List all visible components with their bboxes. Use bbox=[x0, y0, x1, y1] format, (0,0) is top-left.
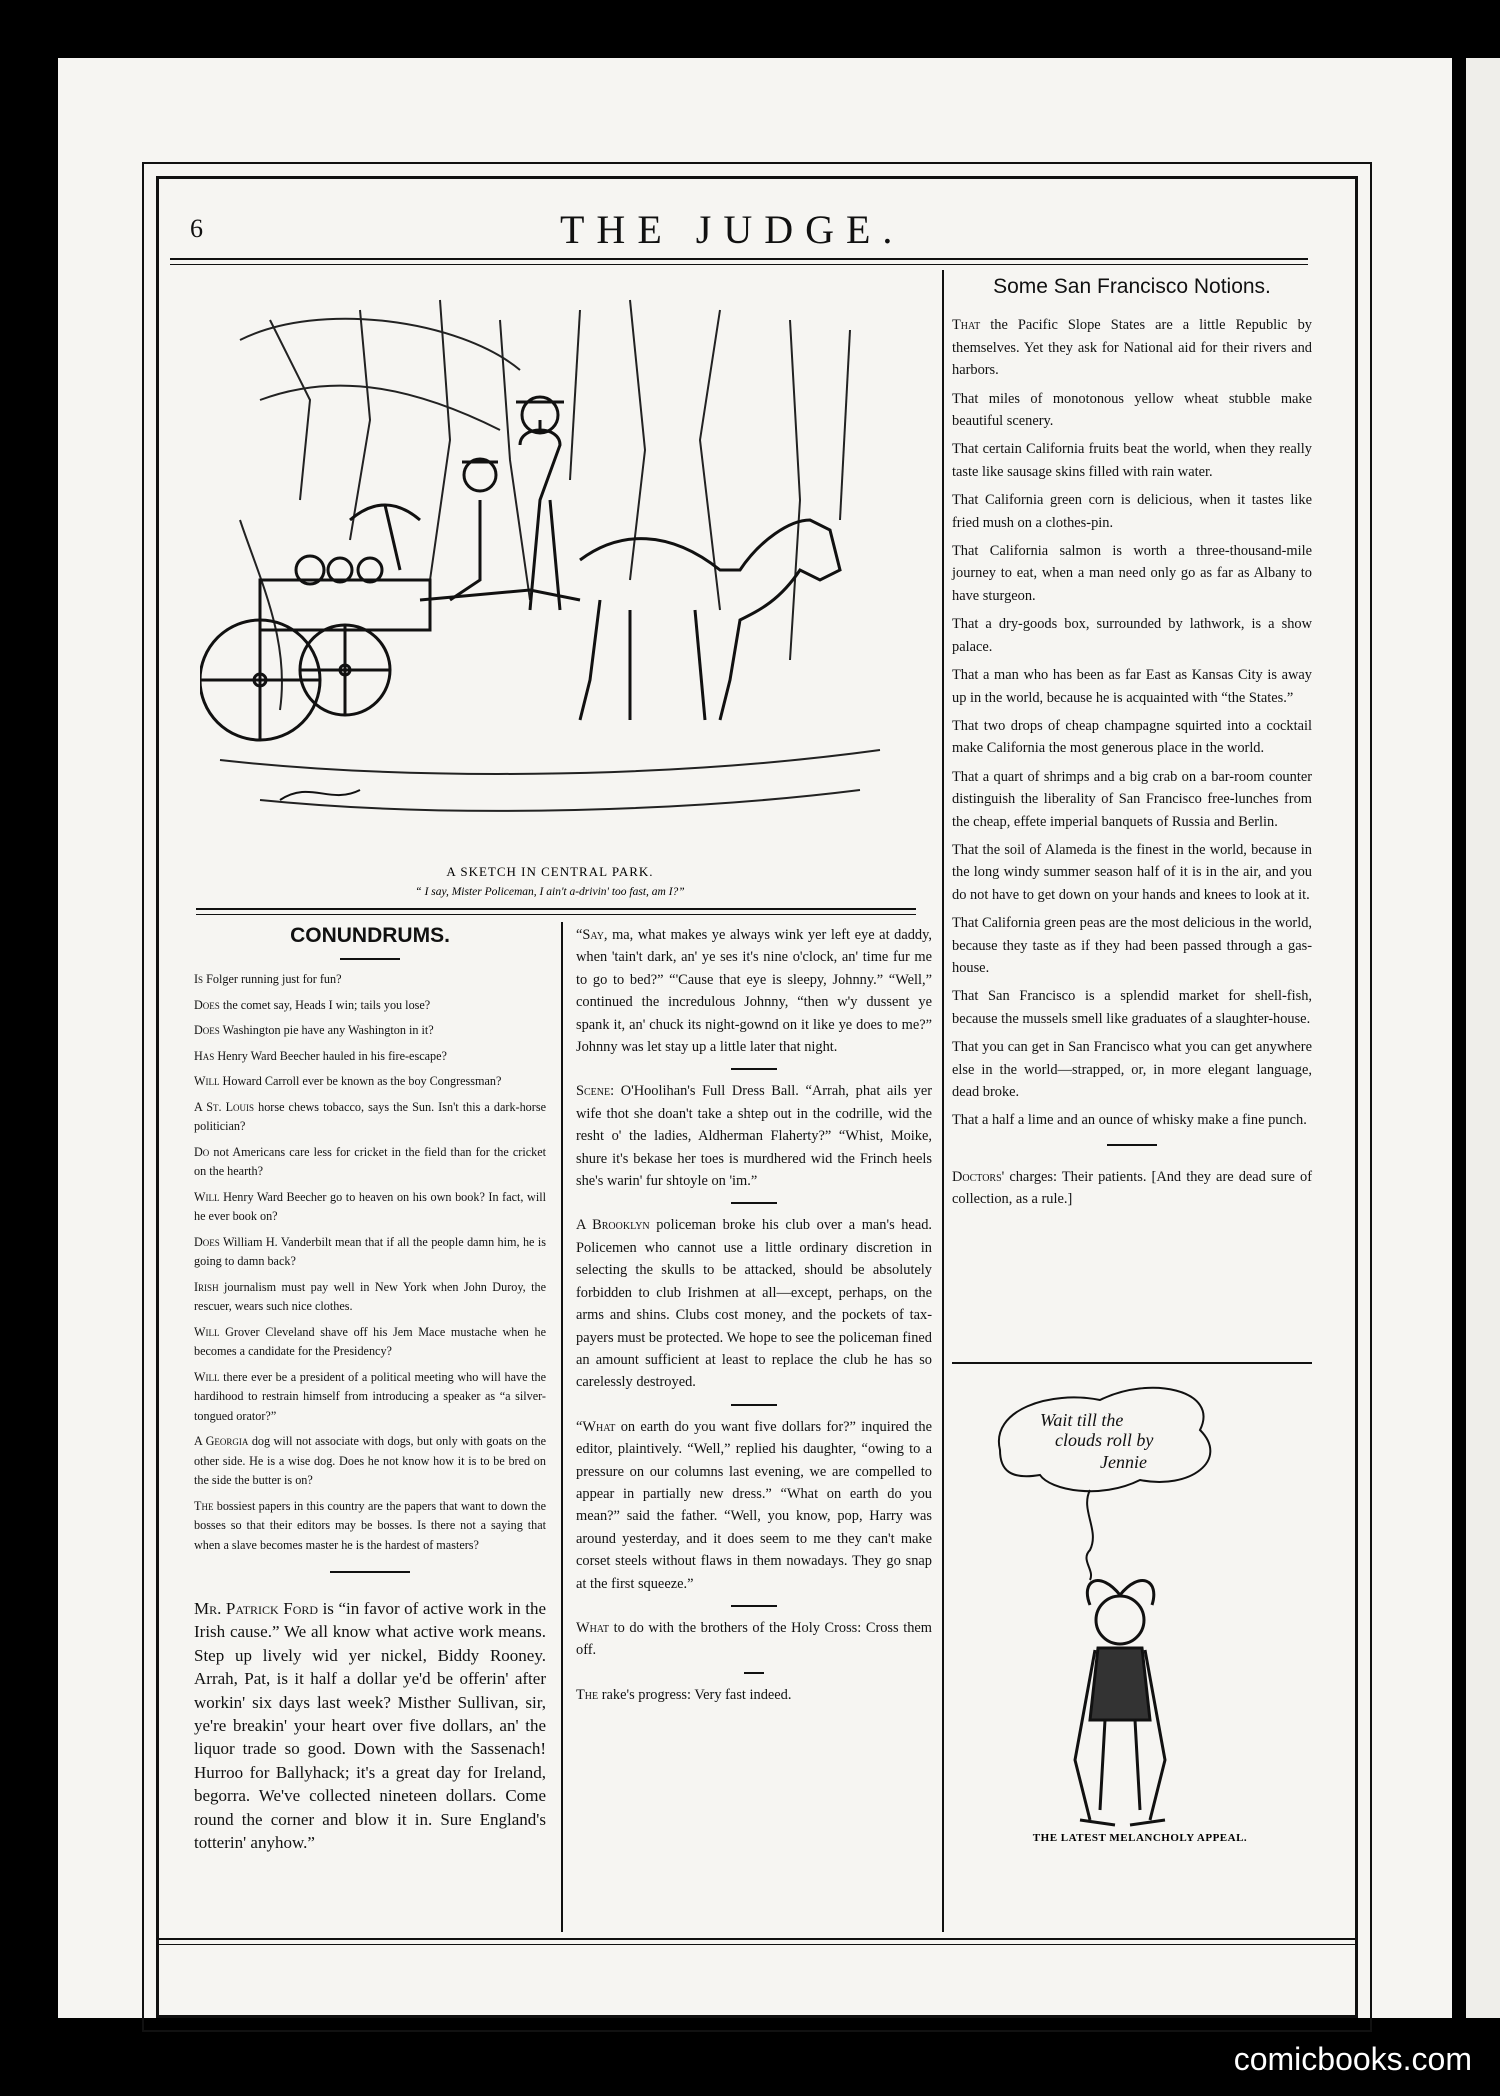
bottom-rule-2 bbox=[156, 1944, 1358, 1945]
conundrum-item: The bossiest papers in this country are the papers that want to down the bosses so that their editors may be bosses. Is there not a saying that when a slave becomes master he is the hardest of masters? bbox=[194, 1498, 546, 1552]
conundrum-item: Will Grover Cleveland shave off his Jem Mace mustache when he becomes a candidate for the Presidency? bbox=[194, 1324, 546, 1358]
section-rule bbox=[731, 1068, 777, 1070]
conundrum-item: Will Henry Ward Beecher go to heaven on his own book? In fact, will he ever book on? bbox=[194, 1189, 546, 1223]
rake-paragraph: The rake's progress: Very fast indeed. bbox=[576, 1686, 792, 1703]
notion-paragraph: That California green peas are the most delicious in the world, because they taste as if they had been passed through a gas-house. bbox=[952, 915, 1312, 976]
page-number: 6 bbox=[190, 214, 203, 243]
conundrum-item: Do not Americans care less for cricket in the field than for the cricket on the hearth? bbox=[194, 1144, 546, 1178]
notion-paragraph: That a dry-goods box, surrounded by lathwork, is a show palace. bbox=[952, 616, 1312, 655]
melancholy-appeal-drawing bbox=[980, 1380, 1300, 1840]
notion-paragraph: That California salmon is worth a three-thousand-mile journey to eat, when a man need only go as far as Albany to have sturgeon. bbox=[952, 543, 1312, 604]
notion-paragraph: That miles of monotonous yellow wheat stubble make beautiful scenery. bbox=[952, 390, 1312, 430]
conundrum-item: Has Henry Ward Beecher hauled in his fire-escape? bbox=[194, 1048, 447, 1063]
masthead-title: THE JUDGE. bbox=[560, 207, 905, 252]
notion-paragraph: That San Francisco is a splendid market for shell-fish, because the mussels smell like graduates of a slaughter-house. bbox=[952, 988, 1312, 1027]
section-rule bbox=[731, 1202, 777, 1204]
middle-column bbox=[576, 924, 932, 1712]
conundrum-item: A Georgia dog will not associate with dogs, but only with goats on the other side. He is a wise dog. Does he not know how it is to be bred on the side the butter is on? bbox=[194, 1434, 546, 1487]
heading-rule bbox=[340, 958, 400, 960]
conundrums-list bbox=[194, 970, 546, 1555]
conundrum-item: Irish journalism must pay well in New York when John Duroy, the rescuer, wears such nice clothes. bbox=[194, 1279, 546, 1313]
conundrum-item: Will Howard Carroll ever be known as the boy Congressman? bbox=[194, 1074, 502, 1088]
illustration-rule-2 bbox=[196, 914, 916, 915]
notion-paragraph: That the Pacific Slope States are a little Republic by themselves. Yet they ask for National aid for their rivers and harbors. bbox=[952, 317, 1312, 379]
patrick-ford-paragraph: Mr. Patrick Ford is “in favor of active work in the Irish cause.” We all know what active work means. Step up lively wid yer nickel, Biddy Rooney. Arrah, Pat, is it half a dollar ye'd be offerin' after workin' six days last week? Misther Sullivan, sir, ye're breakin' your heart over five dollars, an' the liquor trade so good. Down with the Sassenach! Hurroo for Ballyhack; it's a great day for Ireland, begorra. We've collected nineteen dollars. Come round the corner and blow it in. Sure England's totterin' anyhow.” bbox=[194, 1599, 546, 1853]
notion-paragraph: That certain California fruits beat the world, when they really taste like sausage skins filled with rain water. bbox=[952, 441, 1312, 480]
section-rule bbox=[731, 1404, 777, 1406]
ball-paragraph: Scene: O'Hoolihan's Full Dress Ball. “Arrah, phat ails yer wife thot she doan't take a shtep out in the codrille, wid the resht o' the ladies, Aldherman Flaherty?” “Whist, Moike, shure it's bekase her toes is murdhered wid the Frinch heels she's warin' fur shtoyle on 'im.” bbox=[576, 1083, 932, 1190]
conundrum-item: Is Folger running just for fun? bbox=[194, 972, 342, 986]
central-park-sketch bbox=[200, 280, 900, 860]
sketch-caption-title: A SKETCH IN CENTRAL PARK. bbox=[446, 864, 654, 879]
column-divider-2 bbox=[942, 270, 944, 1932]
notion-paragraph: That a man who has been as far East as Kansas City is away up in the world, because he is acquainted with “the States.” bbox=[952, 667, 1312, 706]
conundrums-heading: CONUNDRUMS. bbox=[290, 924, 450, 947]
johnny-paragraph: “Say, ma, what makes ye always wink yer left eye at daddy, when 'tain't dark, an' ye ses it's nine o'clock, an' time fur me to go to bed?” “'Cause that eye is sleepy, Johnny.” “Well,” continued the incredulous Johnny, “then w'y dussent ye spank it, an' chuck its night-gownd on it like ye does to me?” Johnny was let stay up a little later that night. bbox=[576, 927, 932, 1056]
speech-line-1: Wait till the bbox=[1040, 1410, 1124, 1430]
notion-paragraph: That the soil of Alameda is the finest in the world, because in the long windy summer season half of it is in the air, and you do not have to get down on your hands and knees to look at it. bbox=[952, 841, 1312, 903]
notion-paragraph: That a half a lime and an ounce of whisky make a fine punch. bbox=[952, 1112, 1307, 1129]
masthead-rule-1 bbox=[170, 258, 1308, 260]
sketch-caption-quote: “ I say, Mister Policeman, I ain't a-drivin' too fast, am I?” bbox=[415, 886, 685, 898]
conundrum-item: Does William H. Vanderbilt mean that if all the people damn him, he is going to damn back? bbox=[194, 1234, 546, 1268]
conundrums-column bbox=[194, 924, 546, 1860]
bottom-rule-1 bbox=[156, 1938, 1358, 1940]
adjacent-page-edge bbox=[1466, 58, 1500, 2018]
san-francisco-heading: Some San Francisco Notions. bbox=[993, 275, 1271, 298]
section-rule bbox=[731, 1605, 777, 1607]
notion-paragraph: That you can get in San Francisco what you can get anywhere else in the world—strapped, or, in more elegant language, dead broke. bbox=[952, 1039, 1312, 1100]
right-column-rule bbox=[952, 1362, 1312, 1364]
site-watermark: comicbooks.com bbox=[1233, 2041, 1472, 2077]
conundrum-item: Does the comet say, Heads I win; tails you lose? bbox=[194, 997, 431, 1012]
masthead-rule-2 bbox=[170, 264, 1308, 265]
melancholy-appeal-caption: THE LATEST MELANCHOLY APPEAL. bbox=[1032, 1832, 1248, 1844]
section-rule bbox=[1107, 1144, 1157, 1146]
speech-line-2: clouds roll by bbox=[1055, 1430, 1154, 1450]
illustration-rule-1 bbox=[196, 908, 916, 910]
conundrum-item: Does Washington pie have any Washington in it? bbox=[194, 1023, 434, 1037]
speech-line-3: Jennie bbox=[1100, 1452, 1147, 1472]
notion-paragraph: That California green corn is delicious, when it tastes like fried mush on a clothes-pin. bbox=[952, 492, 1312, 531]
conundrum-item: Will there ever be a president of a political meeting who will have the hardihood to restrain himself from introducing a speaker as “a silver-tongued orator?” bbox=[194, 1369, 546, 1423]
conundrum-item: A St. Louis horse chews tobacco, says the Sun. Isn't this a dark-horse politician? bbox=[194, 1099, 546, 1133]
doctors-paragraph: Doctors' charges: Their patients. [And they are dead sure of collection, as a rule.] bbox=[952, 1168, 1312, 1208]
column-divider-1 bbox=[561, 922, 563, 1932]
brooklyn-paragraph: A Brooklyn policeman broke his club over a man's head. Policemen who cannot use a little ordinary discretion in selecting the skulls to be attacked, should be absolutely forbidden to club Irishmen at all—except, perhaps, on the arms and shins. Clubs cost money, and the pockets of tax-payers must be protected. We hope to see the policeman fined an amount sufficient at least to replace the club he has so carelessly destroyed. bbox=[576, 1217, 932, 1391]
holy-cross-paragraph: What to do with the brothers of the Holy Cross: Cross them off. bbox=[576, 1619, 932, 1659]
section-rule bbox=[744, 1672, 764, 1674]
notion-paragraph: That a quart of shrimps and a big crab on a bar-room counter distinguish the liberality of San Francisco free-lunches from the cheap, effete imperial banquets of Russia and Berlin. bbox=[952, 768, 1312, 830]
san-francisco-column bbox=[952, 276, 1312, 1217]
notion-paragraph: That two drops of cheap champagne squirted into a cocktail make California the most generous place in the world. bbox=[952, 717, 1312, 757]
section-rule bbox=[330, 1571, 410, 1573]
editor-paragraph: “What on earth do you want five dollars for?” inquired the editor, plaintively. “Well,” replied his daughter, “owing to a pressure on our columns last evening, we are compelled to appear in partially new dress.” “What on earth do you mean?” said the father. “Well, you know, pop, Harry was around yesterday, and it does seem to me they can't make corset steels without flaws in them nowadays. They go snap at the first squeeze.” bbox=[576, 1418, 932, 1592]
